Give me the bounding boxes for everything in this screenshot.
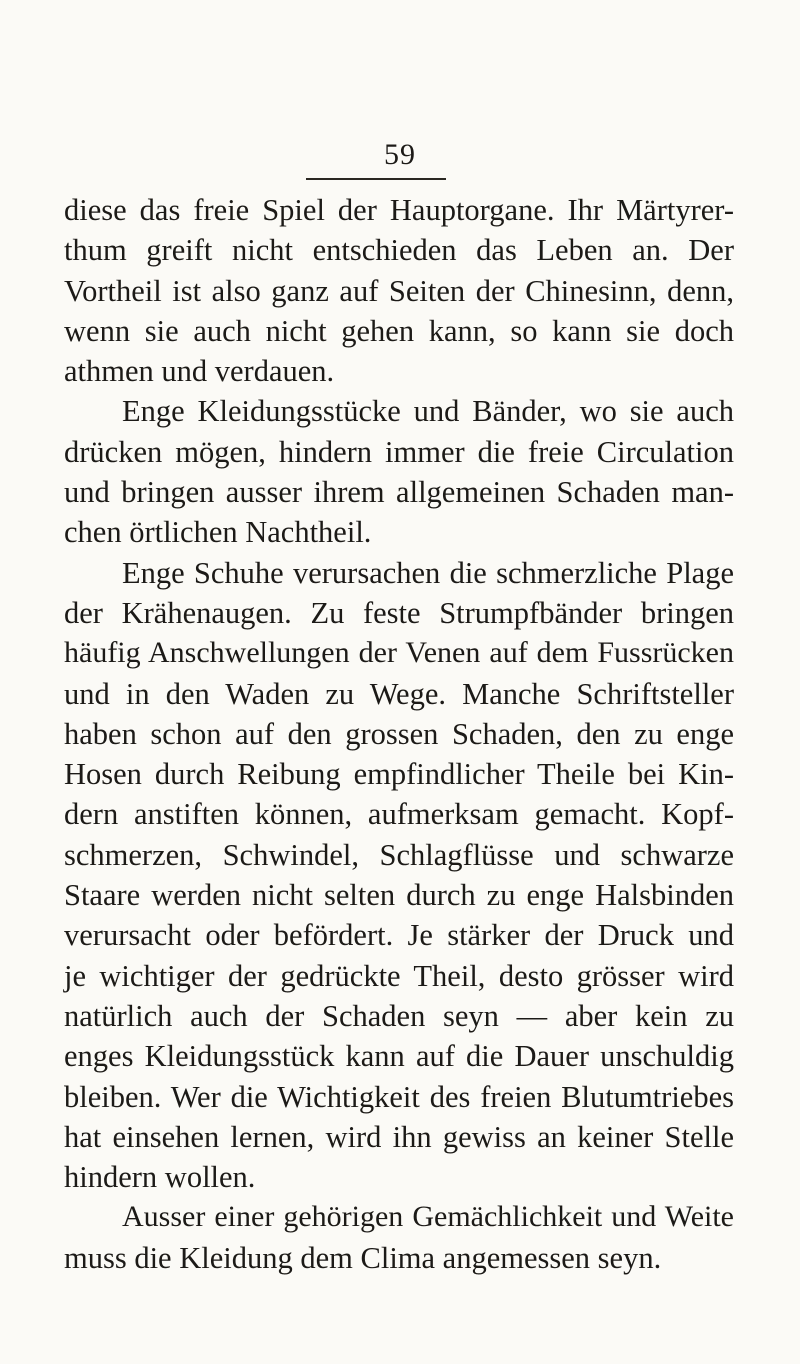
text-line: athmen und verdauen.	[64, 354, 335, 389]
text-line: diese das freie Spiel der Hauptorgane. Ihr Märtyrer-	[64, 193, 734, 227]
text-line: enges Kleidungsstück kann auf die Dauer unschuldig	[64, 1039, 734, 1074]
text-line: drücken mögen, hindern immer die freie Circulation	[64, 434, 734, 469]
text-line: hat einsehen lernen, wird ihn gewiss an keiner Stelle	[64, 1119, 734, 1154]
text-line: und in den Waden zu Wege. Manche Schriftsteller	[64, 676, 734, 711]
body-text	[64, 190, 734, 1278]
text-line: schmerzen, Schwindel, Schlagflüsse und schwarze	[64, 837, 734, 872]
page-number: 59	[384, 138, 416, 171]
text-line: je wichtiger der gedrückte Theil, desto grösser wird	[64, 958, 734, 993]
text-line: Enge Kleidungsstücke und Bänder, wo sie auch	[122, 394, 734, 429]
text-line: wenn sie auch nicht gehen kann, so kann sie doch	[64, 313, 734, 348]
text-line: dern anstiften können, aufmerksam gemacht. Kopf-	[64, 797, 734, 832]
text-line: hindern wollen.	[64, 1160, 256, 1195]
text-line: Enge Schuhe verursachen die schmerzliche Plage	[122, 555, 734, 590]
text-line: der Krähenaugen. Zu feste Strumpfbänder bringen	[64, 595, 734, 630]
text-line: chen örtlichen Nachtheil.	[64, 515, 372, 550]
text-line: bleiben. Wer die Wichtigkeit des freien Blutumtriebes	[64, 1079, 734, 1114]
text-line: Staare werden nicht selten durch zu enge Halsbinden	[64, 878, 734, 913]
text-line: haben schon auf den grossen Schaden, den zu enge	[64, 716, 734, 751]
text-line: natürlich auch der Schaden seyn — aber kein zu	[64, 998, 734, 1033]
text-line: häufig Anschwellungen der Venen auf dem Fussrücken	[64, 636, 734, 670]
text-line: Hosen durch Reibung empfindlicher Theile bei Kin-	[64, 757, 734, 792]
text-line: Ausser einer gehörigen Gemächlichkeit und Weite	[122, 1200, 734, 1234]
text-line: muss die Kleidung dem Clima angemessen seyn.	[64, 1240, 662, 1275]
text-line: und bringen ausser ihrem allgemeinen Schaden man-	[64, 475, 734, 510]
header-rule	[306, 178, 446, 180]
text-line: Vortheil ist also ganz auf Seiten der Chinesinn, denn,	[64, 273, 734, 308]
text-line: thum greift nicht entschieden das Leben an. Der	[64, 233, 734, 268]
text-line: verursacht oder befördert. Je stärker der Druck und	[64, 918, 734, 953]
